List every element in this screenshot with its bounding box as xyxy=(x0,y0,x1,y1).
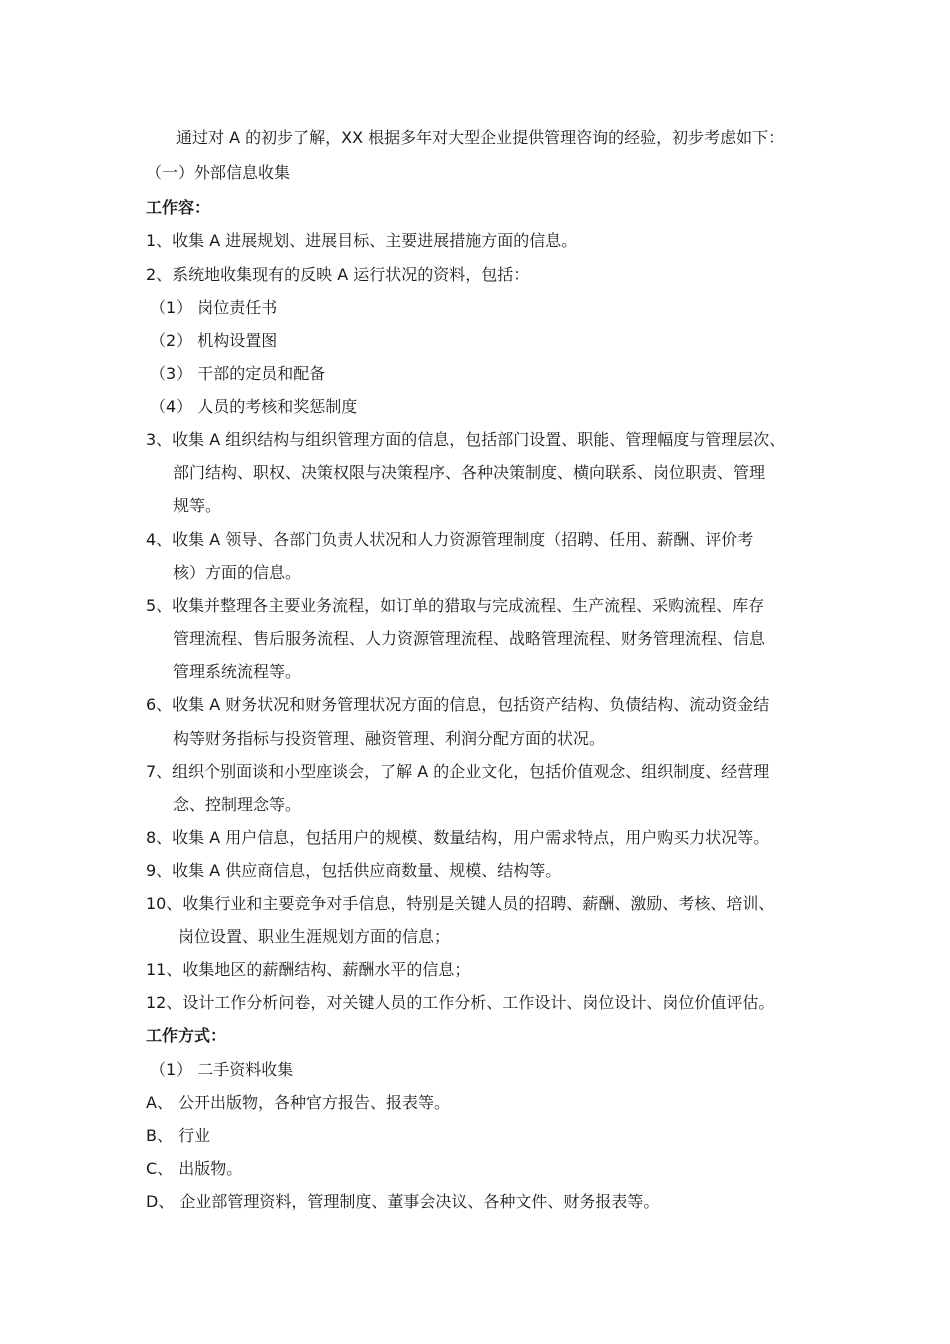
section-title: （一）外部信息收集 xyxy=(146,163,291,182)
method-item: C、 出版物。 xyxy=(146,1159,243,1178)
list-item-continuation: 部门结构、职权、决策权限与决策程序、各种决策制度、横向联系、岗位职责、管理 xyxy=(173,463,766,482)
list-item: 4、收集 A 领导、各部门负责人状况和人力资源管理制度（招聘、任用、薪酬、评价考 xyxy=(146,530,754,549)
list-item: 7、组织个别面谈和小型座谈会，了解 A 的企业文化，包括价值观念、组织制度、经营理 xyxy=(146,762,770,781)
method-subheading: （1） 二手资料收集 xyxy=(150,1060,294,1079)
list-subitem: （4） 人员的考核和奖惩制度 xyxy=(150,397,358,416)
list-item: 10、收集行业和主要竞争对手信息，特别是关键人员的招聘、薪酬、激励、考核、培训、 xyxy=(146,894,775,913)
list-item-continuation: 核）方面的信息。 xyxy=(173,563,302,582)
list-item: 5、收集并整理各主要业务流程，如订单的猎取与完成流程、生产流程、采购流程、库存 xyxy=(146,596,765,615)
intro-paragraph: 通过对 A 的初步了解，XX 根据多年对大型企业提供管理咨询的经验，初步考虑如下： xyxy=(176,128,785,147)
work-content-heading: 工作容： xyxy=(146,198,211,217)
list-item: 1、收集 A 进展规划、进展目标、主要进展措施方面的信息。 xyxy=(146,231,578,250)
list-item-continuation: 岗位设置、职业生涯规划方面的信息； xyxy=(178,927,451,946)
list-item: 2、系统地收集现有的反映 A 运行状况的资料，包括： xyxy=(146,265,530,284)
list-item: 11、收集地区的薪酬结构、薪酬水平的信息； xyxy=(146,960,471,979)
list-subitem: （3） 干部的定员和配备 xyxy=(150,364,326,383)
method-item: D、 企业部管理资料，管理制度、董事会决议、各种文件、财务报表等。 xyxy=(146,1192,660,1211)
list-item: 9、收集 A 供应商信息，包括供应商数量、规模、结构等。 xyxy=(146,861,562,880)
list-subitem: （2） 机构设置图 xyxy=(150,331,278,350)
work-method-heading: 工作方式： xyxy=(146,1026,227,1045)
method-item: B、 行业 xyxy=(146,1126,211,1145)
method-item: A、 公开出版物，各种官方报告、报表等。 xyxy=(146,1093,451,1112)
list-item: 8、收集 A 用户信息，包括用户的规模、数量结构，用户需求特点，用户购买力状况等。 xyxy=(146,828,770,847)
list-item-continuation: 规等。 xyxy=(173,496,222,515)
list-subitem: （1） 岗位责任书 xyxy=(150,298,278,317)
list-item-continuation: 念、控制理念等。 xyxy=(173,795,302,814)
list-item-continuation: 管理流程、售后服务流程、人力资源管理流程、战略管理流程、财务管理流程、信息 xyxy=(173,629,766,648)
list-item-continuation: 管理系统流程等。 xyxy=(173,662,302,681)
list-item: 6、收集 A 财务状况和财务管理状况方面的信息，包括资产结构、负债结构、流动资金结 xyxy=(146,695,770,714)
list-item: 3、收集 A 组织结构与组织管理方面的信息，包括部门设置、职能、管理幅度与管理层次、 xyxy=(146,430,786,449)
list-item: 12、设计工作分析问卷，对关键人员的工作分析、工作设计、岗位设计、岗位价值评估。 xyxy=(146,993,775,1012)
list-item-continuation: 构等财务指标与投资管理、融资管理、利润分配方面的状况。 xyxy=(173,729,606,748)
